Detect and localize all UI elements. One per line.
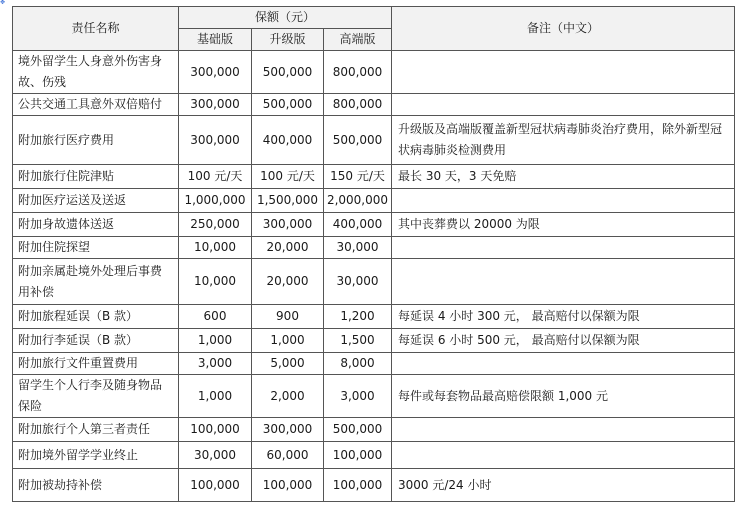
cell-basic: 100,000 — [179, 469, 252, 502]
cell-upgrade: 5,000 — [252, 353, 324, 375]
table-row — [13, 418, 735, 442]
header-note: 备注（中文） — [392, 7, 735, 51]
cell-premium: 100,000 — [324, 469, 392, 502]
cell-premium: 100,000 — [324, 442, 392, 469]
cell-note — [392, 237, 735, 259]
header-liability-name: 责任名称 — [13, 7, 179, 51]
cell-upgrade: 500,000 — [252, 94, 324, 116]
cell-note: 其中丧葬费以 20000 为限 — [392, 213, 735, 237]
cell-upgrade: 2,000 — [252, 375, 324, 418]
cell-premium: 150 元/天 — [324, 165, 392, 189]
cell-upgrade: 300,000 — [252, 418, 324, 442]
cell-note — [392, 259, 735, 305]
cell-premium: 500,000 — [324, 418, 392, 442]
cell-name: 附加被劫持补偿 — [13, 469, 179, 502]
header-upgrade: 升级版 — [252, 29, 324, 51]
cell-premium: 800,000 — [324, 51, 392, 94]
cell-upgrade: 100,000 — [252, 469, 324, 502]
cell-note: 3000 元/24 小时 — [392, 469, 735, 502]
cell-basic: 600 — [179, 305, 252, 329]
cell-basic: 300,000 — [179, 116, 252, 165]
cell-note — [392, 353, 735, 375]
cell-upgrade: 100 元/天 — [252, 165, 324, 189]
cell-premium: 3,000 — [324, 375, 392, 418]
cell-basic: 300,000 — [179, 94, 252, 116]
cell-note: 升级版及高端版覆盖新型冠状病毒肺炎治疗费用，除外新型冠状病毒肺炎检测费用 — [392, 116, 735, 165]
cell-note — [392, 418, 735, 442]
cell-name: 附加医疗运送及送返 — [13, 189, 179, 213]
table-row — [13, 442, 735, 469]
table-row — [13, 213, 735, 237]
cell-name: 附加身故遗体送返 — [13, 213, 179, 237]
cell-name: 附加境外留学学业终止 — [13, 442, 179, 469]
cell-premium: 8,000 — [324, 353, 392, 375]
cell-premium: 400,000 — [324, 213, 392, 237]
cell-basic: 10,000 — [179, 237, 252, 259]
table-row — [13, 165, 735, 189]
cell-basic: 1,000 — [179, 329, 252, 353]
cell-basic: 100,000 — [179, 418, 252, 442]
table-row — [13, 94, 735, 116]
cell-premium: 1,200 — [324, 305, 392, 329]
cell-name: 境外留学生人身意外伤害身故、伤残 — [13, 51, 179, 94]
header-basic: 基础版 — [179, 29, 252, 51]
cell-basic: 30,000 — [179, 442, 252, 469]
cell-upgrade: 20,000 — [252, 237, 324, 259]
cell-premium: 30,000 — [324, 237, 392, 259]
cell-upgrade: 60,000 — [252, 442, 324, 469]
table-row — [13, 375, 735, 418]
cell-name: 附加旅行个人第三者责任 — [13, 418, 179, 442]
cell-upgrade: 400,000 — [252, 116, 324, 165]
cell-basic: 1,000 — [179, 375, 252, 418]
cell-note — [392, 189, 735, 213]
cell-basic: 1,000,000 — [179, 189, 252, 213]
cell-name: 附加亲属赴境外处理后事费用补偿 — [13, 259, 179, 305]
cell-upgrade: 1,000 — [252, 329, 324, 353]
cell-name: 附加旅行住院津贴 — [13, 165, 179, 189]
cell-note: 每延误 6 小时 500 元， 最高赔付以保额为限 — [392, 329, 735, 353]
cell-upgrade: 500,000 — [252, 51, 324, 94]
table-row — [13, 51, 735, 94]
cell-basic: 3,000 — [179, 353, 252, 375]
cell-note: 每延误 4 小时 300 元， 最高赔付以保额为限 — [392, 305, 735, 329]
cell-note: 最长 30 天，3 天免赔 — [392, 165, 735, 189]
cell-note — [392, 51, 735, 94]
cell-premium: 500,000 — [324, 116, 392, 165]
table-row — [13, 305, 735, 329]
cell-premium: 2,000,000 — [324, 189, 392, 213]
table-row — [13, 259, 735, 305]
cell-basic: 100 元/天 — [179, 165, 252, 189]
cell-anchor-icon: ✥ — [0, 0, 6, 6]
cell-basic: 250,000 — [179, 213, 252, 237]
cell-premium: 30,000 — [324, 259, 392, 305]
cell-premium: 1,500 — [324, 329, 392, 353]
cell-note — [392, 442, 735, 469]
cell-upgrade: 900 — [252, 305, 324, 329]
table-row — [13, 237, 735, 259]
cell-name: 附加旅行文件重置费用 — [13, 353, 179, 375]
table-row — [13, 116, 735, 165]
table-row — [13, 189, 735, 213]
cell-basic: 10,000 — [179, 259, 252, 305]
cell-name: 留学生个人行李及随身物品保险 — [13, 375, 179, 418]
table-row — [13, 353, 735, 375]
cell-name: 附加行李延误（B 款） — [13, 329, 179, 353]
cell-note: 每件或每套物品最高赔偿限额 1,000 元 — [392, 375, 735, 418]
table-row — [13, 329, 735, 353]
cell-basic: 300,000 — [179, 51, 252, 94]
cell-note — [392, 94, 735, 116]
cell-upgrade: 300,000 — [252, 213, 324, 237]
cell-name: 附加住院探望 — [13, 237, 179, 259]
header-coverage: 保额（元） — [179, 7, 392, 29]
cell-premium: 800,000 — [324, 94, 392, 116]
cell-upgrade: 1,500,000 — [252, 189, 324, 213]
cell-name: 附加旅程延误（B 款） — [13, 305, 179, 329]
header-premium: 高端版 — [324, 29, 392, 51]
cell-upgrade: 20,000 — [252, 259, 324, 305]
cell-name: 公共交通工具意外双倍赔付 — [13, 94, 179, 116]
insurance-coverage-table — [12, 6, 735, 502]
cell-name: 附加旅行医疗费用 — [13, 116, 179, 165]
table-row — [13, 469, 735, 502]
